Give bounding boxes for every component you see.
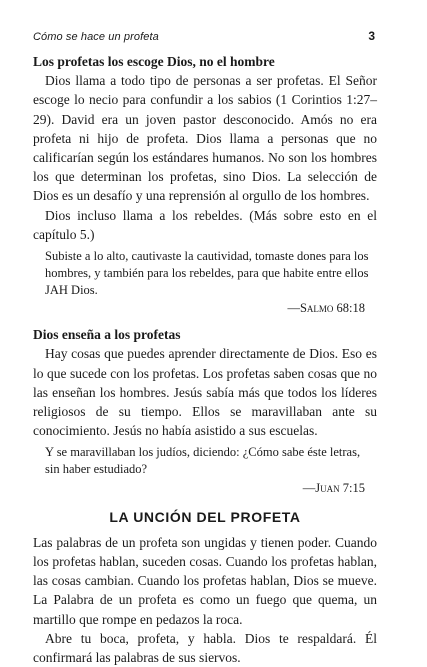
scripture-quote bbox=[45, 444, 377, 496]
scripture-quote bbox=[45, 248, 377, 317]
quote-text: Subiste a lo alto, cautivaste la cautividad, tomaste dones para los hombres, y también para los rebeldes, para que habite entre ellos JAH Dios. bbox=[45, 249, 369, 297]
quote-text: Y se maravillaban los judíos, diciendo: ¿Cómo sabe éste letras, sin haber estudiado? bbox=[45, 445, 361, 477]
section-heading-prophets-chosen: Los profetas los escoge Dios, no el hombre bbox=[33, 54, 275, 69]
quote-source: —Juan 7:15 bbox=[302, 481, 365, 496]
paragraph: Dios llama a todo tipo de personas a ser profetas. El Señor escoge lo necio para confundir a los sabios (1 Corintios 1:27–29). David era un joven pastor desconocido. Amós no era profeta ni hijo de profeta. Dios llama a personas que no calificarían según los estándares humanos. No son los hombres los que determinan los profetas, sino Dios. La selección de Dios es un desafío y una reprensión al orgullo de los hombres. bbox=[33, 73, 377, 204]
paragraph: Dios incluso llama a los rebeldes. (Más sobre esto en el capítulo 5.) bbox=[33, 207, 377, 242]
paragraph: Abre tu boca, profeta, y habla. Dios te respaldará. Él confirmará las palabras de sus siervos. bbox=[33, 630, 377, 666]
quote-source: —Salmo 68:18 bbox=[287, 301, 365, 316]
page-body bbox=[33, 52, 377, 667]
section-heading-god-teaches: Dios enseña a los profetas bbox=[33, 327, 181, 343]
running-head-title: Cómo se hace un profeta bbox=[33, 31, 159, 43]
running-head bbox=[33, 29, 375, 45]
paragraph: Hay cosas que puedes aprender directamente de Dios. Eso es lo que sucede con los profetas. Los profetas saben cosas que no las enseñan los hombres. Jesús sabía más que todos los líderes religiosos de su tiempo. Ellos se maravillaban ante su conocimiento. Jesús no había asistido a sus escuelas. bbox=[33, 346, 377, 439]
page-number: 3 bbox=[368, 29, 375, 43]
paragraph: Las palabras de un profeta son ungidas y tienen poder. Cuando los profetas hablan, suceden cosas. Cuando los profetas hablan, las cosas cambian. Cuando los profetas hablan, Dios se mueve. La Palabra de un profeta es como un fuego que quema, un martillo que rompe en pedazos la roca. bbox=[33, 534, 377, 627]
section-heading-anointing: LA UNCIÓN DEL PROFETA bbox=[109, 508, 301, 525]
